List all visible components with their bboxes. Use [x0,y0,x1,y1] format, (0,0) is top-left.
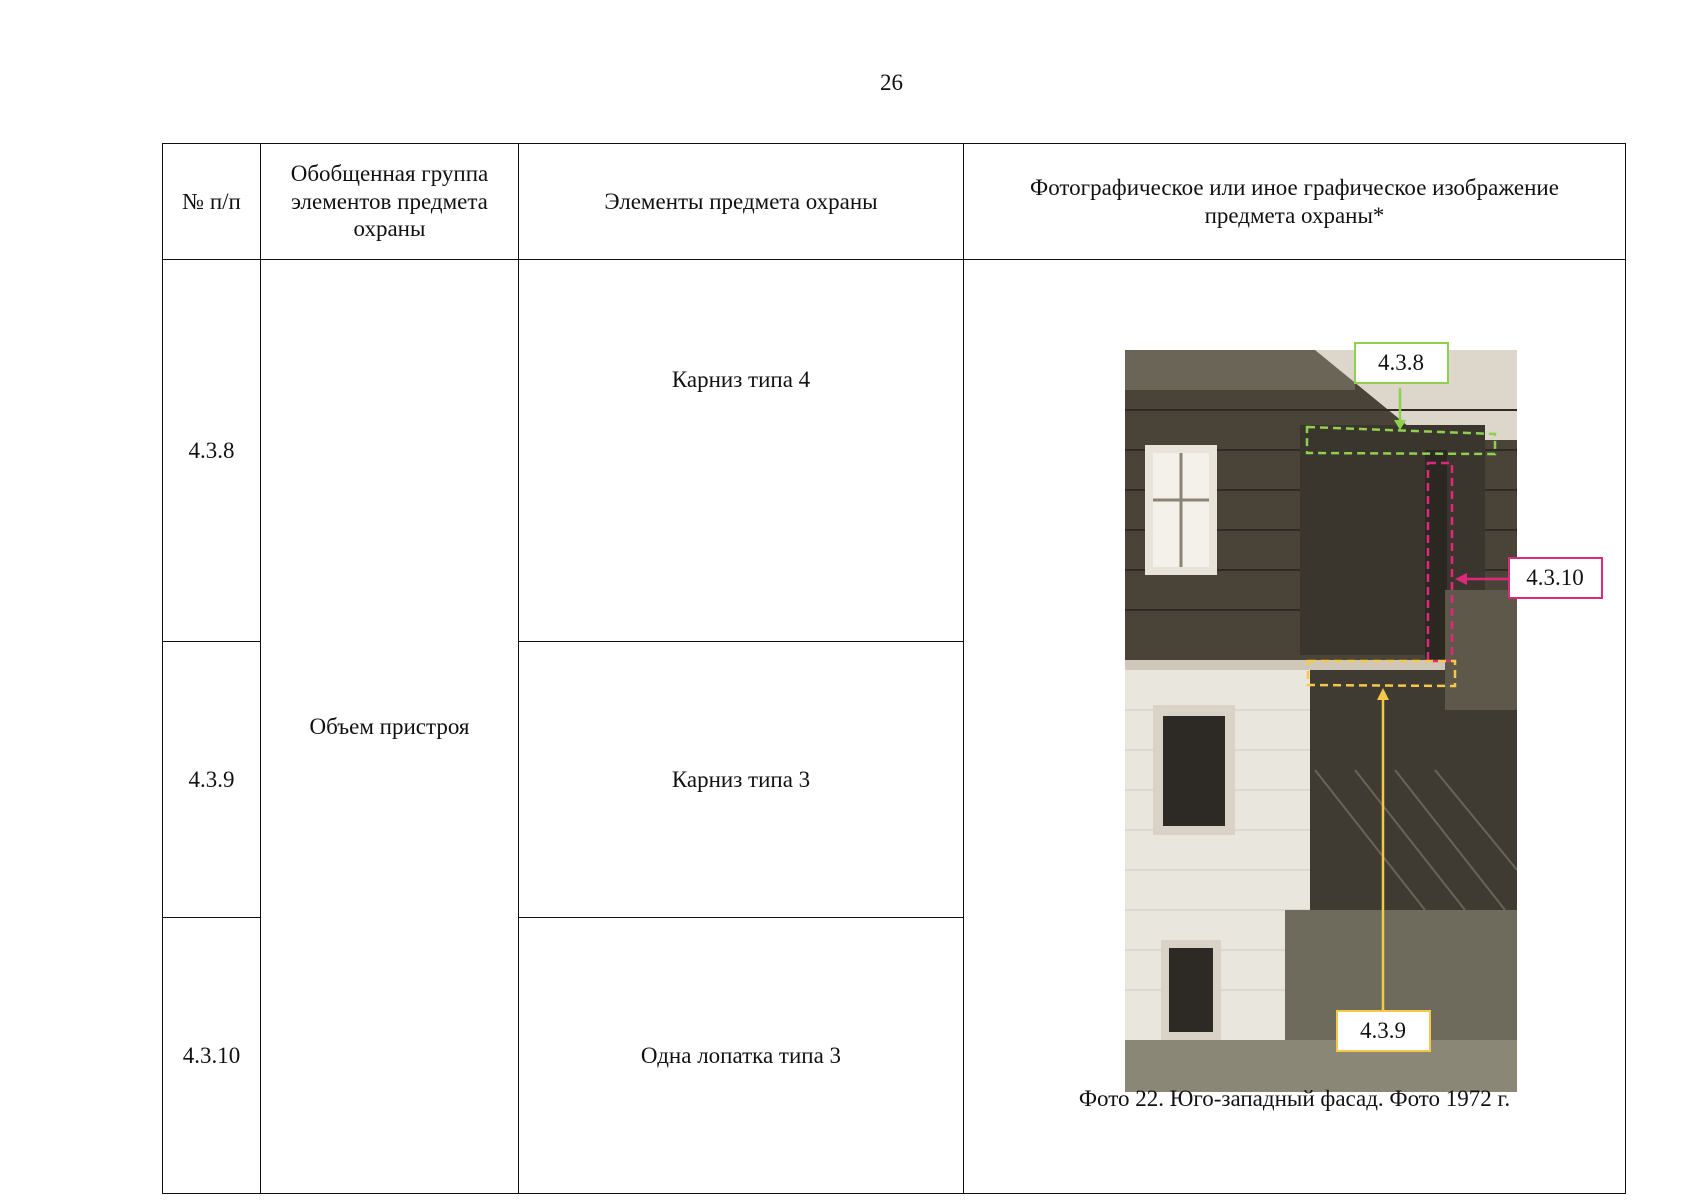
page-number: 26 [880,70,903,95]
row-element: Карниз типа 4 [519,260,964,642]
label-4-3-8: 4.3.8 [1354,342,1449,384]
table-row [163,260,1626,642]
header-group: Обобщенная группа элементов предмета охраны [261,144,519,260]
photo-cell [964,260,1626,1194]
label-4-3-10: 4.3.10 [1508,557,1603,599]
label-4-3-9: 4.3.9 [1336,1010,1431,1052]
facade-photo [1125,350,1517,1092]
header-elements: Элементы предмета охраны [519,144,964,260]
header-number: № п/п [163,144,261,260]
table-header-row [163,144,1626,260]
group-cell: Объем пристроя [261,260,519,1194]
row-number: 4.3.9 [163,642,261,918]
row-element: Одна лопатка типа 3 [519,918,964,1194]
header-photo: Фотографическое или иное графическое изображение предмета охраны* [964,144,1626,260]
photo-caption: Фото 22. Юго-западный фасад. Фото 1972 г. [1078,1085,1511,1111]
protection-elements-table [162,143,1626,1194]
row-number: 4.3.8 [163,260,261,642]
photo-figure [995,337,1595,1117]
row-element: Карниз типа 3 [519,642,964,918]
row-number: 4.3.10 [163,918,261,1194]
